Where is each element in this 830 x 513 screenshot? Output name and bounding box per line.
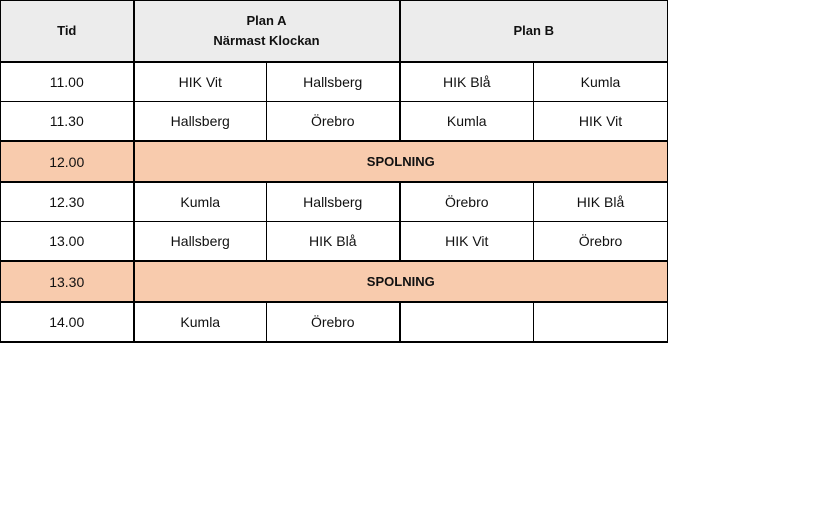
table-row bbox=[1, 222, 668, 262]
plan-b-team-2: HIK Vit bbox=[534, 102, 668, 142]
plan-b-team-1: Kumla bbox=[400, 102, 534, 142]
flush-label: SPOLNING bbox=[134, 141, 668, 182]
header-time: Tid bbox=[1, 1, 134, 63]
header-row bbox=[1, 1, 668, 63]
time-cell: 13.00 bbox=[1, 222, 134, 262]
plan-a-title: Plan A bbox=[246, 13, 287, 28]
table-row bbox=[1, 102, 668, 142]
plan-b-team-2: Kumla bbox=[534, 62, 668, 102]
flush-row bbox=[1, 261, 668, 302]
header-plan-a bbox=[134, 1, 400, 63]
plan-a-team-2: Örebro bbox=[267, 302, 400, 342]
time-cell: 14.00 bbox=[1, 302, 134, 342]
plan-a-team-1: Hallsberg bbox=[134, 102, 267, 142]
plan-b-team-2: Örebro bbox=[534, 222, 668, 262]
plan-b-team-1 bbox=[400, 302, 534, 342]
time-cell: 12.30 bbox=[1, 182, 134, 222]
plan-a-subtitle: Närmast Klockan bbox=[213, 33, 320, 48]
plan-a-team-1: Kumla bbox=[134, 182, 267, 222]
plan-a-team-1: Kumla bbox=[134, 302, 267, 342]
flush-label: SPOLNING bbox=[134, 261, 668, 302]
plan-b-team-1: HIK Blå bbox=[400, 62, 534, 102]
table-row bbox=[1, 62, 668, 102]
time-cell: 13.30 bbox=[1, 261, 134, 302]
plan-b-team-1: Örebro bbox=[400, 182, 534, 222]
flush-row bbox=[1, 141, 668, 182]
time-cell: 11.30 bbox=[1, 102, 134, 142]
time-cell: 11.00 bbox=[1, 62, 134, 102]
plan-b-team-1: HIK Vit bbox=[400, 222, 534, 262]
plan-a-team-1: HIK Vit bbox=[134, 62, 267, 102]
plan-a-team-2: Hallsberg bbox=[267, 182, 400, 222]
plan-a-team-2: Hallsberg bbox=[267, 62, 400, 102]
header-plan-b: Plan B bbox=[400, 1, 668, 63]
time-cell: 12.00 bbox=[1, 141, 134, 182]
plan-b-team-2: HIK Blå bbox=[534, 182, 668, 222]
table-row bbox=[1, 182, 668, 222]
plan-a-team-2: Örebro bbox=[267, 102, 400, 142]
plan-a-team-2: HIK Blå bbox=[267, 222, 400, 262]
plan-b-team-2 bbox=[534, 302, 668, 342]
table-row bbox=[1, 302, 668, 342]
plan-a-team-1: Hallsberg bbox=[134, 222, 267, 262]
